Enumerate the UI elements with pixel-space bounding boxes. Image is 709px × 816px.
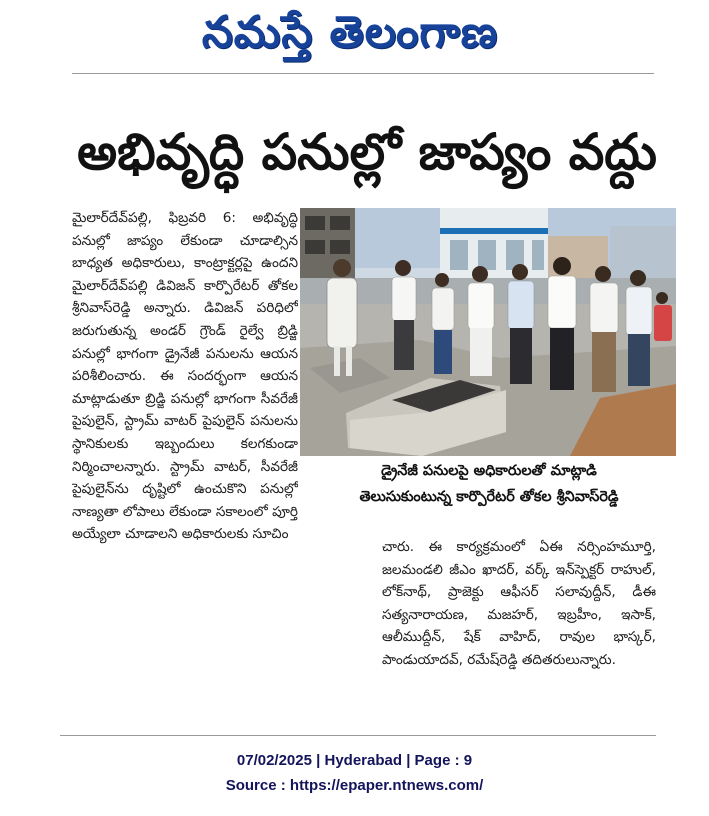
article-body-column-2: చారు. ఈ కార్యక్రమంలో ఏఈ నర్సింహమూర్తి, జలమండలి జీఎం ఖాదర్, వర్క్ ఇన్‌స్పెక్టర్ రాహుల్, లోక్‌నాథ్, ప్రాజెక్టు ఆఫీసర్ సలావుద్దీన్, డీఈ సత్యనారాయణ, మజహర్, ఇబ్రహీం, ఇసాక్, ఆలీముద్దీన్, షేక్ వాహిద్, రావుల భాస్కర్, పాండుయాదవ్, రమేష్‌రెడ్డి తదితరులున్నారు. xyxy=(382,539,656,668)
article-headline: అభివృద్ధి పనుల్లో జాప్యం వద్దు xyxy=(77,123,657,181)
footer-source-link[interactable]: Source : https://epaper.ntnews.com/ xyxy=(225,777,484,794)
news-photo xyxy=(300,208,676,456)
masthead-divider xyxy=(72,73,654,74)
footer-divider xyxy=(60,735,656,736)
footer-edition-info: 07/02/2025 | Hyderabad | Page : 9 xyxy=(236,752,473,769)
photo-caption xyxy=(302,458,676,520)
article-body-column-1: మైలార్‌దేవ్‌పల్లి, ఫిబ్రవరి 6: అభివృద్ధి పనుల్లో జాప్యం లేకుండా చూడాల్సిన బాధ్యత అధికారులు, కాంట్రాక్టర్లపై ఉందని మైలార్‌దేవ్‌పల్లి డివిజన్ కార్పొరేటర్ తోకల శ్రీనివాస్‌రెడ్డి అన్నారు. డివిజన్ పరిధిలో జరుగుతున్న అండర్ గ్రౌండ్ రైల్వే బ్రిడ్జి పనుల్లో భాగంగా డ్రైనేజీ పనులను ఆయన పరిశీలించారు. ఈ సందర్భంగా ఆయన మాట్లాడుతూ బ్రిడ్జి పనుల్లో భాగంగా సీవరేజీ పైపులైన్, స్ట్రామ్ వాటర్ పైపులైన్ పనులను స్థానికులకు ఇబ్బందులు కలగకుండా నిర్మించాలన్నారు. స్ట్రామ్ వాటర్, సీవరేజీ పైపులైన్‌ను దృష్టిలో ఉంచుకొని పనుల్లో నాణ్యతా లోపాలు లేకుండా సకాలంలో పూర్తి అయ్యేలా చూడాలని అధికారులకు సూచిం xyxy=(72,210,298,543)
photo-caption-line-1: డ్రైనేజీ పనులపై అధికారులతో మాట్లాడి xyxy=(381,463,597,479)
masthead-logo: నమస్తే తెలంగాణ xyxy=(201,7,499,58)
footer xyxy=(0,748,709,798)
photo-caption-line-2: తెలుసుకుంటున్న కార్పొరేటర్ తోకల శ్రీనివాస్‌రెడ్డి xyxy=(359,489,619,505)
